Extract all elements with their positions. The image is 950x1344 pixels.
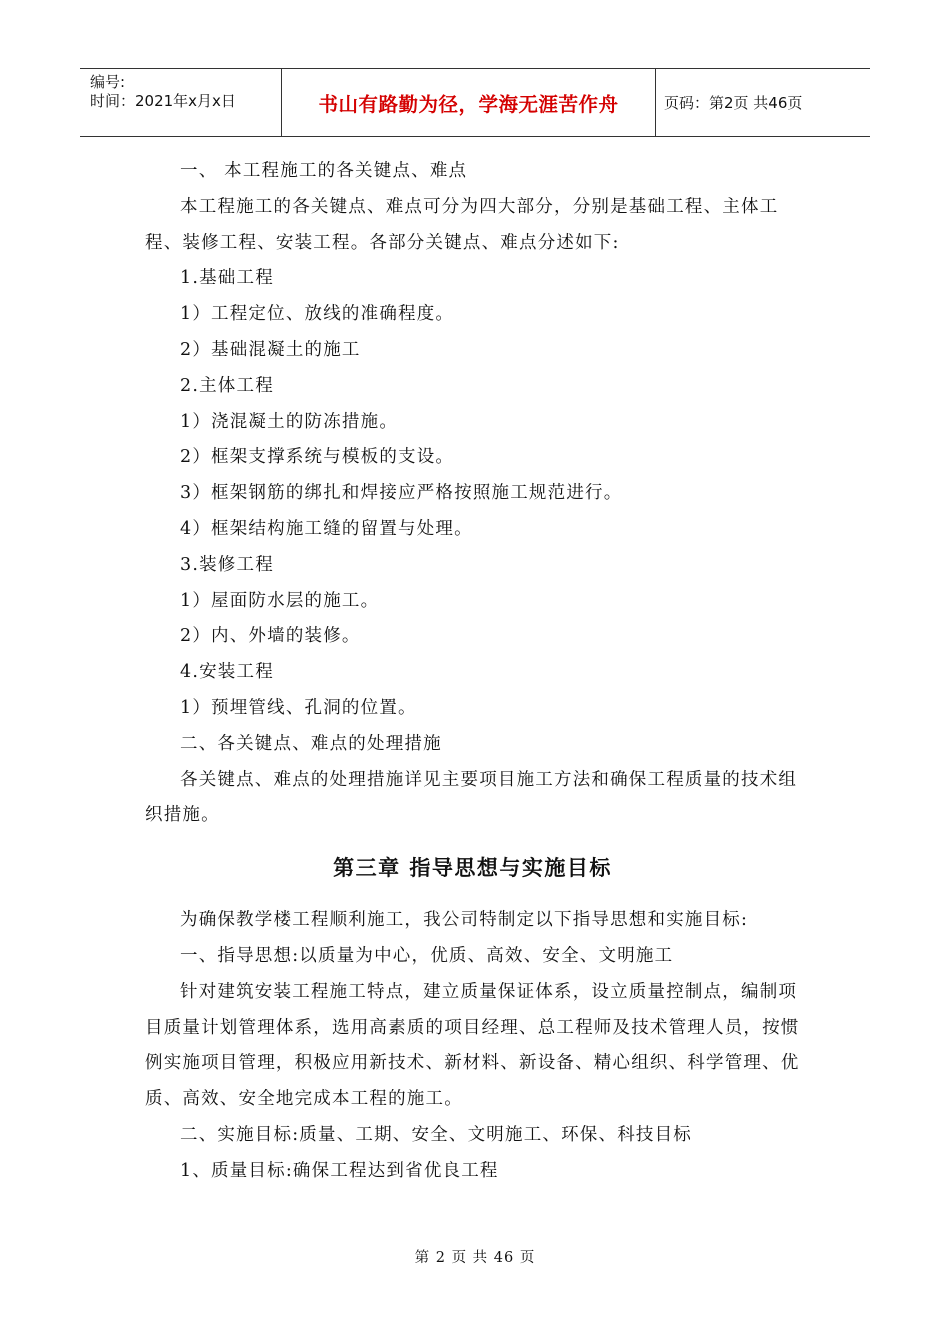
document-body [145, 154, 800, 1190]
list-item: 1、质量目标:确保工程达到省优良工程 [180, 1160, 499, 1181]
subsection-heading: 3.装修工程 [180, 554, 274, 575]
list-item: 3）框架钢筋的绑扎和焊接应严格按照施工规范进行。 [180, 483, 623, 504]
subsection-heading: 1.基础工程 [180, 268, 274, 289]
list-item: 1）预埋管线、孔洞的位置。 [180, 697, 417, 718]
section-heading: 一、指导思想:以质量为中心，优质、高效、安全、文明施工 [180, 945, 674, 966]
header-page-info: 页码：第2页 共46页 [664, 94, 803, 112]
list-item: 2）内、外墙的装修。 [180, 626, 361, 647]
body-paragraph: 为确保教学楼工程顺利施工，我公司特制定以下指导思想和实施目标: [180, 910, 749, 931]
list-item: 4）框架结构施工缝的留置与处理。 [180, 518, 473, 539]
header-meta [80, 69, 282, 136]
list-item: 1）浇混凝土的防冻措施。 [180, 411, 399, 432]
list-item: 1）工程定位、放线的准确程度。 [180, 304, 455, 325]
list-item: 2）基础混凝土的施工 [180, 339, 361, 360]
section-heading: 二、实施目标:质量、工期、安全、文明施工、环保、科技目标 [180, 1124, 692, 1145]
body-paragraph: 各关键点、难点的处理措施详见主要项目施工方法和确保工程质量的技术组织措施。 [145, 769, 798, 826]
page-header [80, 68, 870, 137]
chapter-title: 第三章 指导思想与实施目标 [333, 856, 612, 881]
section-heading: 一、 本工程施工的各关键点、难点 [180, 161, 468, 181]
section-heading: 二、各关键点、难点的处理措施 [180, 733, 442, 754]
body-paragraph: 针对建筑安装工程施工特点，建立质量保证体系，设立质量控制点，编制项目质量计划管理体系，选用高素质的项目经理、总工程师及技术管理人员，按惯例实施项目管理，积极应用新技术、新材料、新设备、精心组织、科学管理、优质、高效、安全地完成本工程的施工。 [145, 981, 800, 1110]
document-time-label: 时间：2021年x月x日 [90, 92, 236, 110]
page-footer: 第 2 页 共 46 页 [414, 1250, 536, 1266]
subsection-heading: 4.安装工程 [180, 662, 274, 683]
list-item: 2）框架支撑系统与模板的支设。 [180, 447, 455, 468]
document-number-label: 编号: [90, 73, 126, 91]
header-motto: 书山有路勤为径，学海无涯苦作舟 [282, 69, 656, 136]
subsection-heading: 2.主体工程 [180, 375, 274, 396]
list-item: 1）屋面防水层的施工。 [180, 590, 380, 611]
body-paragraph: 本工程施工的各关键点、难点可分为四大部分，分别是基础工程、主体工程、装修工程、安装工程。各部分关键点、难点分述如下: [145, 196, 779, 253]
